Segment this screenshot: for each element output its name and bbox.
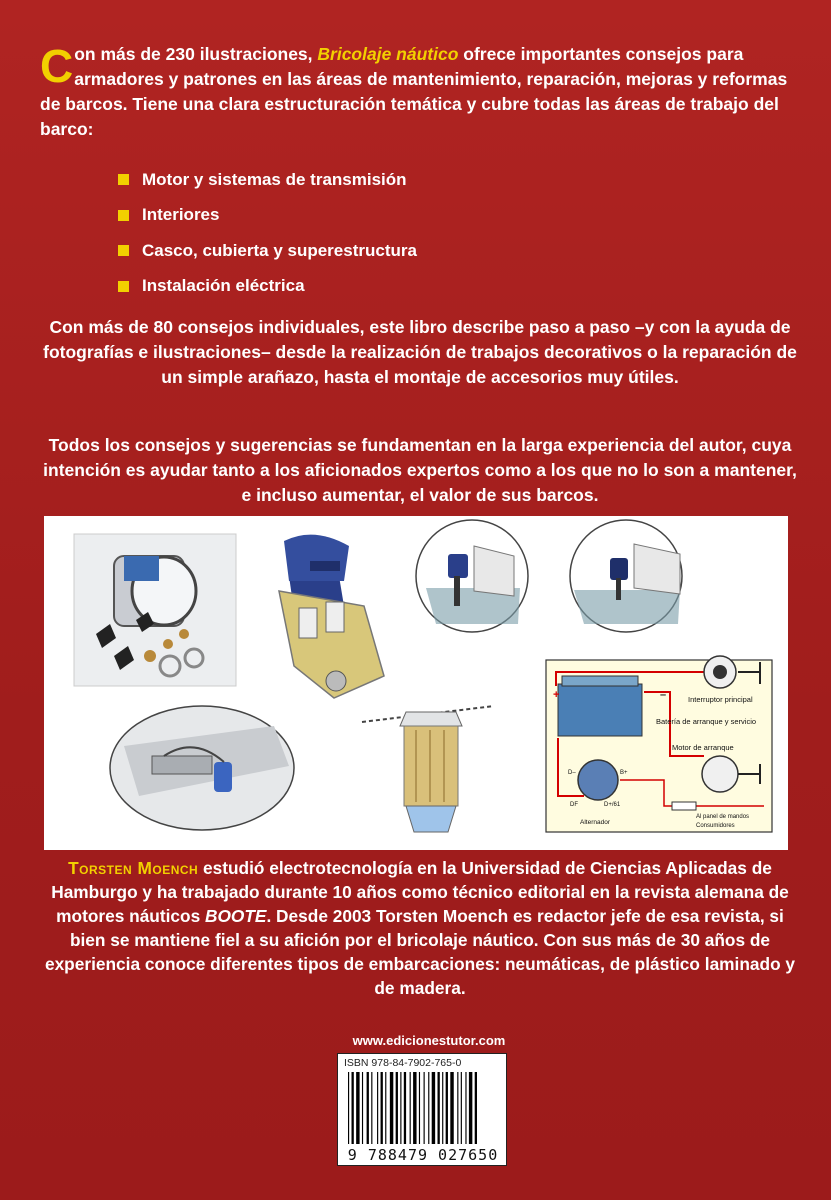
barcode-bar: [371, 1072, 372, 1144]
bullet-square-icon: [118, 210, 129, 221]
barcode-bar: [404, 1072, 406, 1144]
plus-terminal-label: +: [553, 689, 560, 701]
barcode-bar: [465, 1072, 466, 1144]
barcode-bar: [356, 1072, 359, 1144]
minus-terminal-label: –: [660, 689, 667, 701]
barcode-bar: [457, 1072, 458, 1144]
illustrations-panel: [44, 516, 788, 850]
d-plus-label: D+/61: [604, 802, 621, 808]
small-outboard-circle: [570, 520, 682, 632]
control-panel-label: Al panel de mandos: [696, 814, 750, 820]
barcode-bar: [450, 1072, 453, 1144]
intro-text-after: ofrece importantes consejos para armadores y patrones en las áreas de mantenimiento, reparación, mejoras y reformas de barcos. Tiene una clara estructuración temática y cubre todas las áreas de trabajo del barco:: [40, 44, 788, 139]
barcode-bar: [410, 1072, 411, 1144]
barcode-bar: [377, 1072, 378, 1144]
barcode: [337, 1053, 507, 1166]
barcode-number: 9 788479 027650: [347, 1146, 499, 1164]
bullet-square-icon: [118, 174, 129, 185]
barcode-bar: [362, 1072, 363, 1144]
barcode-bar: [385, 1072, 386, 1144]
book-title: Bricolaje náutico: [317, 44, 459, 64]
topic-item: Motor y sistemas de transmisión: [118, 162, 417, 198]
topic-item: Interiores: [118, 198, 417, 234]
barcode-bar: [381, 1072, 383, 1144]
author-name: Torsten Moench: [68, 858, 199, 878]
barcode-bar: [469, 1072, 472, 1144]
topic-item: Instalación eléctrica: [118, 269, 417, 305]
bullet-square-icon: [118, 281, 129, 292]
barcode-bar: [396, 1072, 398, 1144]
outboard-bracket-illustration: [279, 535, 384, 698]
isbn-label: ISBN 978-84-7902-765-0: [344, 1057, 462, 1069]
barcode-bar: [367, 1072, 369, 1144]
intro-paragraph: [40, 42, 800, 142]
barcode-bar: [419, 1072, 420, 1144]
barcode-bar: [461, 1072, 462, 1144]
topic-item: Casco, cubierta y superestructura: [118, 233, 417, 269]
starter-motor-label: Motor de arranque: [672, 743, 734, 752]
barcode-bar: [400, 1072, 401, 1144]
main-switch-label: Interruptor principal: [688, 695, 753, 704]
barcode-bar: [413, 1072, 416, 1144]
barcode-bar: [442, 1072, 443, 1144]
barcode-bar: [424, 1072, 425, 1144]
fuel-filter-cutaway: [362, 706, 494, 832]
d-minus-label: D–: [568, 770, 576, 776]
barcode-bar: [390, 1072, 393, 1144]
illustrations-svg: [44, 516, 788, 850]
engine-bay-cutaway: [110, 706, 294, 830]
barcode-bar: [475, 1072, 477, 1144]
b-plus-label: B+: [620, 770, 628, 776]
tips-paragraph: Con más de 80 consejos individuales, este libro describe paso a paso –y con la ayuda de fotografías e ilustraciones– desde la realización de trabajos decorativos o la reparación de un simple arañazo, hasta el montaje de accesorios muy útiles.: [43, 317, 797, 387]
magazine-name: BOOTE: [205, 906, 267, 926]
boat-outboard-circle: [416, 520, 528, 632]
df-label: DF: [570, 802, 578, 808]
topic-list: [118, 162, 417, 304]
author-bio: Torsten Moench estudió electrotecnología en la Universidad de Ciencias Aplicadas de Hamburgo y ha trabajado durante 10 años como técnico editorial en la revista alemana de motores náuticos BOOTE. Desde 2003 Torsten Moench es redactor jefe de esa revista, si bien se mantiene fiel a su afición por el bricolaje náutico. Con sus más de 30 años de experiencia conoce diferentes tipos de embarcaciones: neumáticas, de plástico laminado y de madera.: [44, 858, 796, 998]
barcode-bar: [428, 1072, 429, 1144]
barcode-bar: [446, 1072, 448, 1144]
barcode-bar: [348, 1072, 349, 1144]
experience-paragraph: Todos los consejos y sugerencias se fundamentan en la larga experiencia del autor, cuya intención es ayudar tanto a los aficionados expertos como a los que no lo son a mantener, e incluso aumentar, el valor de sus barcos.: [43, 435, 797, 505]
barcode-bars: [346, 1072, 500, 1144]
drop-cap: C: [40, 40, 74, 92]
barcode-bar: [432, 1072, 435, 1144]
intro-text-before: on más de 230 ilustraciones,: [74, 44, 318, 64]
filter-parts-photo: [74, 534, 236, 686]
alternator-label: Alternador: [580, 819, 610, 826]
battery-label: Batería de arranque y servicio: [656, 717, 757, 726]
barcode-bar: [352, 1072, 354, 1144]
barcode-bar: [438, 1072, 440, 1144]
wiring-diagram: [546, 656, 772, 832]
publisher-website: www.edicionestutor.com: [352, 1033, 506, 1048]
consumers-label: Consumidores: [696, 823, 735, 829]
bullet-square-icon: [118, 245, 129, 256]
